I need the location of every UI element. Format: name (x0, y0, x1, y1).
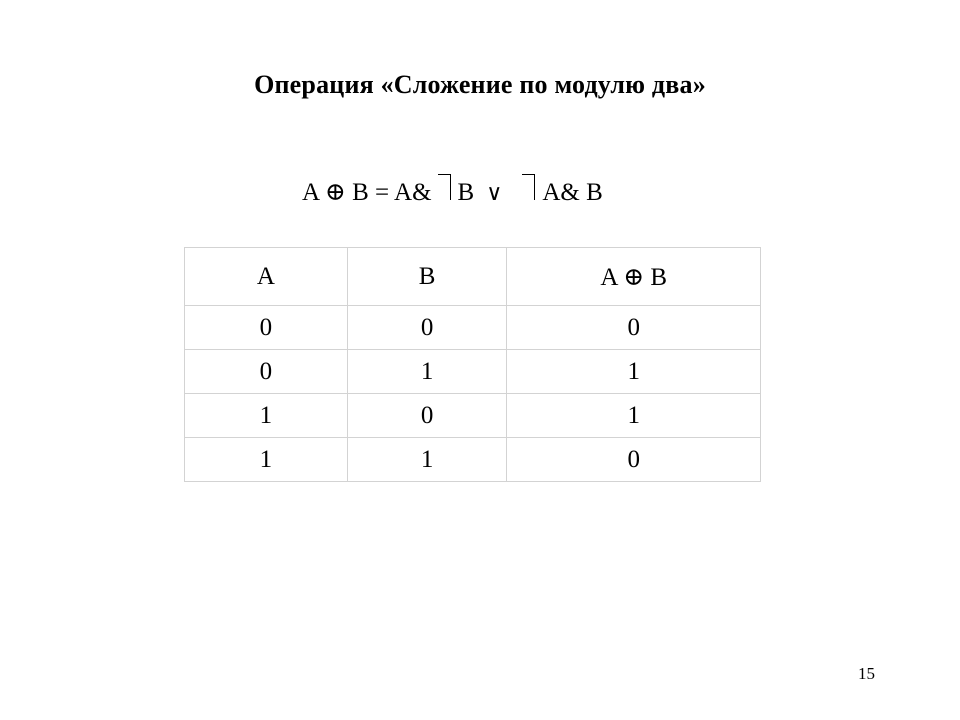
cell-b: 0 (347, 306, 507, 350)
formula-lhs: A ⊕ B = A& (302, 179, 432, 206)
cell-xor: 0 (507, 306, 761, 350)
table-row (185, 306, 761, 350)
or-symbol: ∨ (486, 180, 503, 205)
table-row (185, 438, 761, 482)
slide-title: Операция «Сложение по модулю два» (254, 70, 706, 99)
table-header-row (185, 248, 761, 306)
header-b: B (347, 248, 507, 306)
cell-b: 0 (347, 394, 507, 438)
header-a: A (185, 248, 348, 306)
cell-b: 1 (347, 350, 507, 394)
formula-part2: A& B (542, 179, 603, 206)
cell-a: 1 (185, 394, 348, 438)
cell-xor: 0 (507, 438, 761, 482)
table-row (185, 350, 761, 394)
cell-xor: 1 (507, 350, 761, 394)
truth-table (184, 247, 761, 482)
cell-xor: 1 (507, 394, 761, 438)
negation-symbol (522, 174, 540, 204)
xor-formula (302, 170, 603, 207)
cell-b: 1 (347, 438, 507, 482)
cell-a: 1 (185, 438, 348, 482)
table-row (185, 394, 761, 438)
header-xor: A ⊕ B (507, 248, 761, 306)
page-number: 15 (858, 664, 875, 683)
cell-a: 0 (185, 306, 348, 350)
cell-a: 0 (185, 350, 348, 394)
formula-part1: B (457, 179, 475, 206)
negation-symbol (438, 174, 456, 204)
